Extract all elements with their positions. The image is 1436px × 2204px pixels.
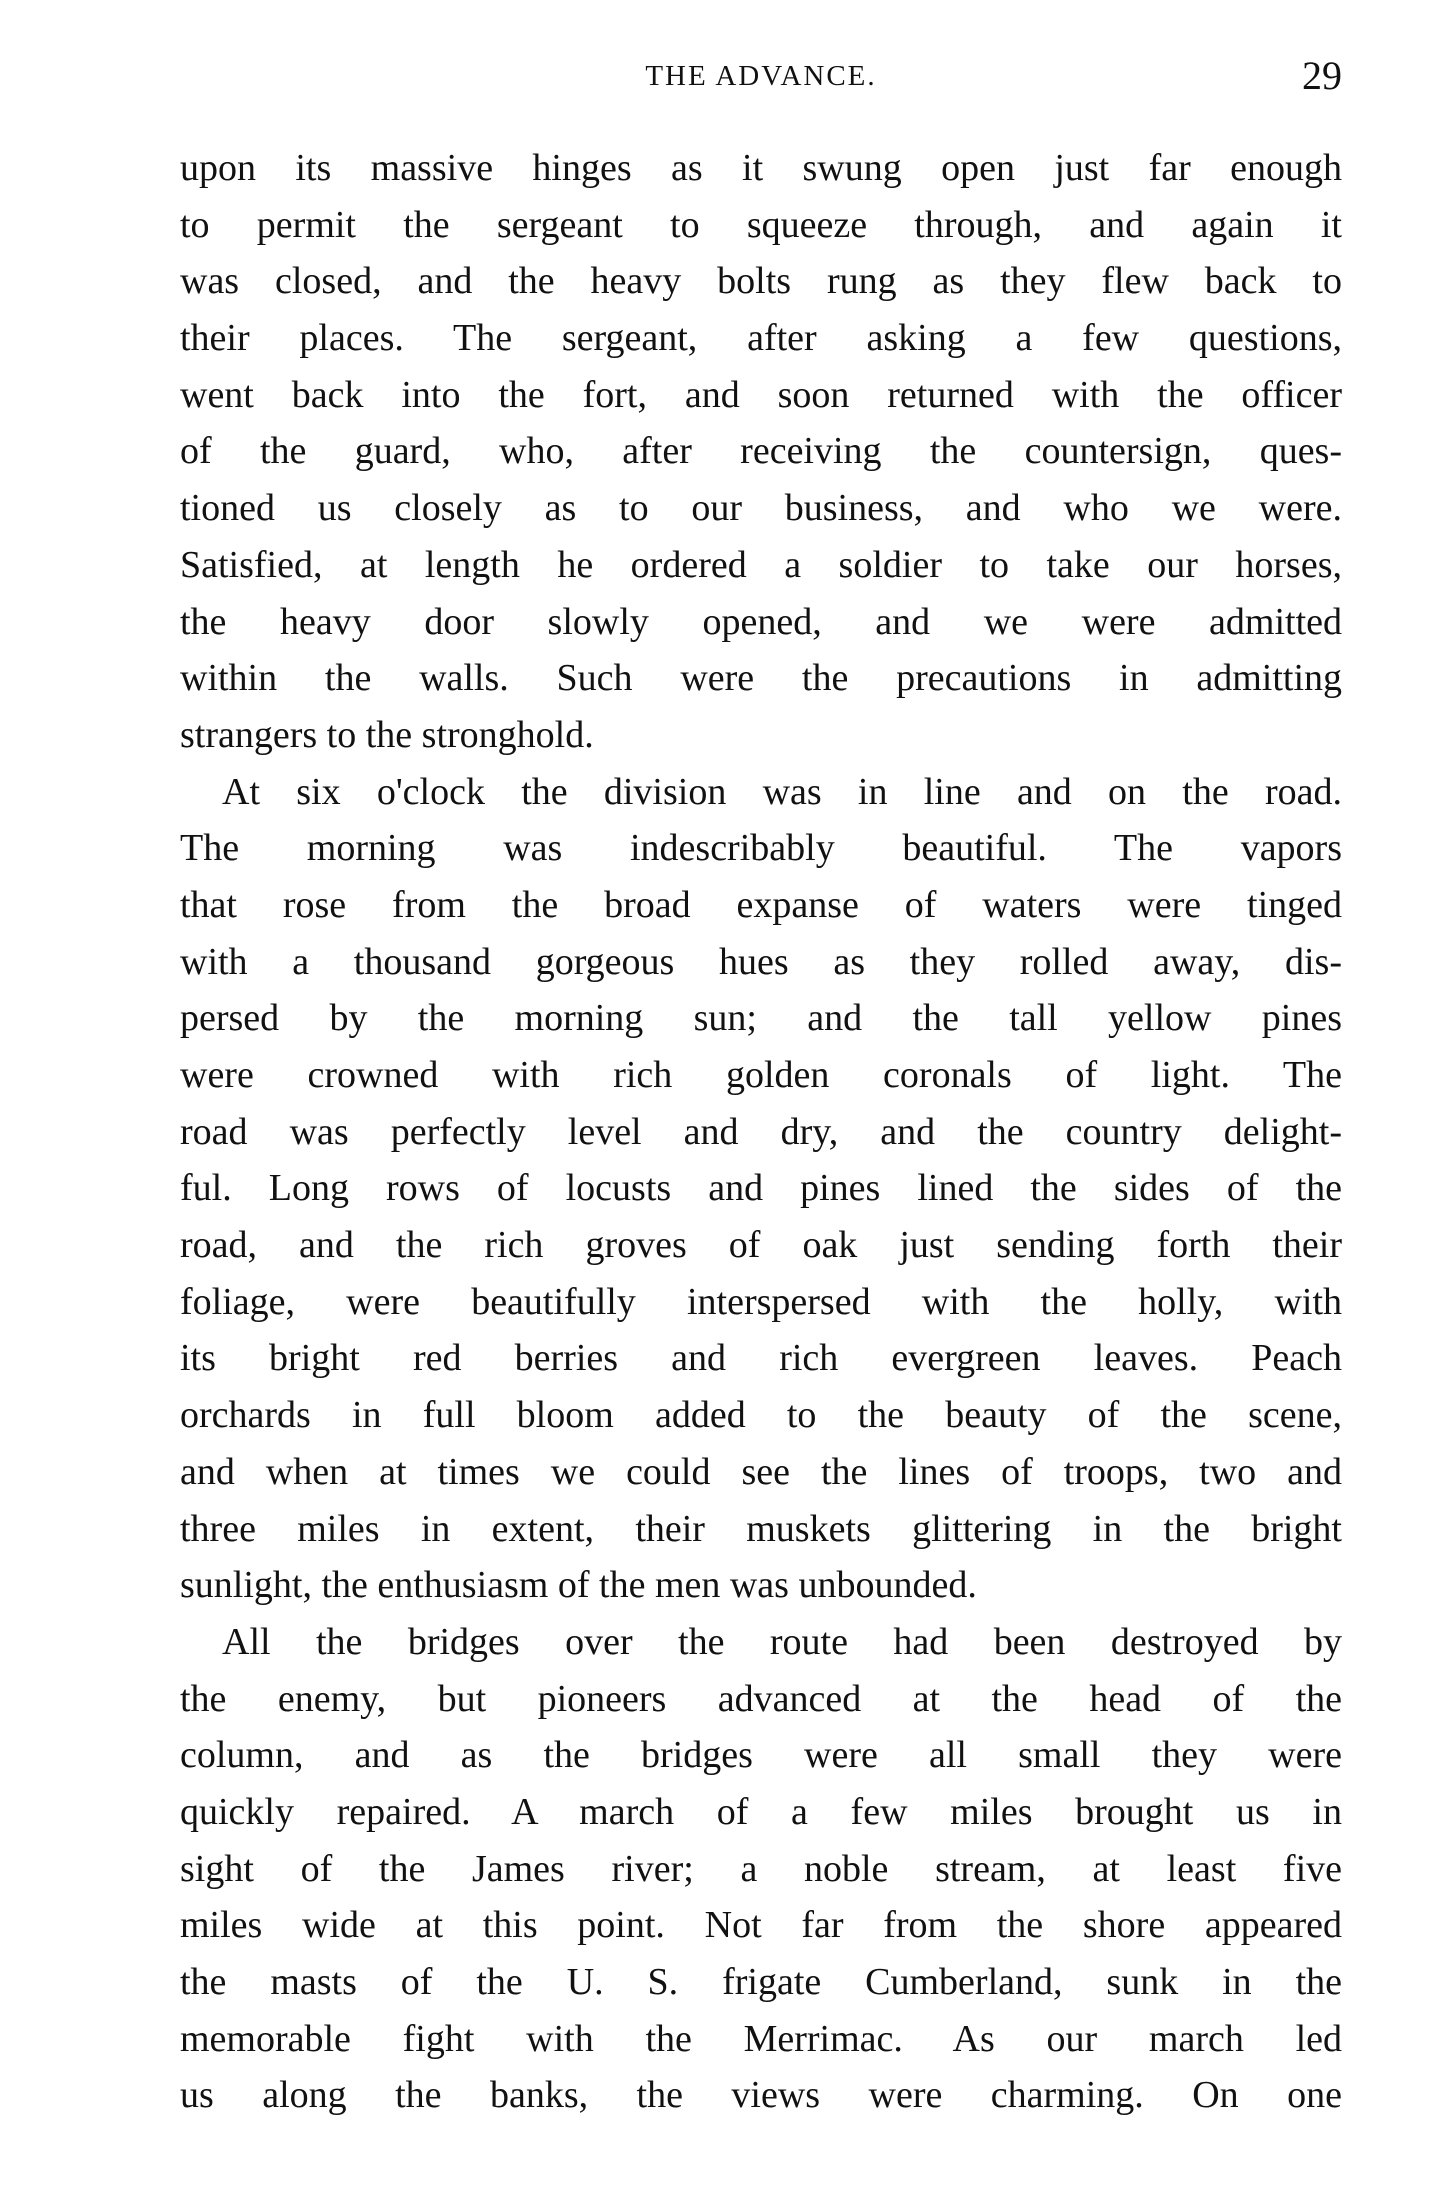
text-line: was closed, and the heavy bolts rung as they flew back to	[180, 260, 1342, 303]
text-line: us along the banks, the views were charming. On one	[180, 2074, 1342, 2117]
text-line: foliage, were beautifully interspersed with the holly, with	[180, 1280, 1342, 1323]
paragraph	[180, 140, 1342, 764]
text-line: ful. Long rows of locusts and pines lined the sides of the	[180, 1167, 1342, 1210]
text-line: All the bridges over the route had been destroyed by	[222, 1620, 1342, 1663]
text-line: road, and the rich groves of oak just sending forth their	[180, 1224, 1342, 1267]
text-line: The morning was indescribably beautiful. The vapors	[180, 827, 1342, 870]
text-line: were crowned with rich golden coronals of light. The	[180, 1054, 1342, 1096]
text-line: sunlight, the enthusiasm of the men was unbounded.	[180, 1564, 977, 1607]
text-line: and when at times we could see the lines of troops, two and	[180, 1450, 1342, 1493]
text-line: the heavy door slowly opened, and we were admitted	[180, 600, 1342, 643]
text-line: the enemy, but pioneers advanced at the head of the	[180, 1677, 1342, 1720]
text-line: with a thousand gorgeous hues as they rolled away, dis-	[180, 940, 1342, 983]
text-line: its bright red berries and rich evergreen leaves. Peach	[180, 1337, 1342, 1380]
text-line: upon its massive hinges as it swung open just far enough	[180, 147, 1342, 189]
text-line: quickly repaired. A march of a few miles brought us in	[180, 1790, 1342, 1833]
page-header	[180, 52, 1342, 102]
text-line: that rose from the broad expanse of waters were tinged	[180, 883, 1342, 926]
paragraph	[180, 1614, 1342, 2124]
page-number: 29	[1302, 53, 1342, 98]
body-text	[180, 140, 1342, 2124]
text-line: within the walls. Such were the precautions in admitting	[180, 657, 1342, 700]
text-line: At six o'clock the division was in line and on the road.	[222, 770, 1342, 813]
text-line: went back into the fort, and soon returned with the officer	[180, 373, 1342, 416]
text-line: to permit the sergeant to squeeze through, and again it	[180, 203, 1342, 246]
text-line: strangers to the stronghold.	[180, 713, 594, 756]
paragraph	[180, 764, 1342, 1614]
text-line: tioned us closely as to our business, and who we were.	[180, 487, 1342, 530]
text-line: three miles in extent, their muskets glittering in the bright	[180, 1507, 1342, 1550]
running-title: THE ADVANCE.	[645, 60, 877, 92]
text-line: the masts of the U. S. frigate Cumberland, sunk in the	[180, 1961, 1342, 2003]
text-line: persed by the morning sun; and the tall yellow pines	[180, 997, 1342, 1040]
text-line: road was perfectly level and dry, and the country delight-	[180, 1110, 1342, 1153]
text-line: sight of the James river; a noble stream, at least five	[180, 1847, 1342, 1890]
text-line: of the guard, who, after receiving the countersign, ques-	[180, 430, 1342, 473]
text-line: orchards in full bloom added to the beauty of the scene,	[180, 1394, 1342, 1437]
text-line: miles wide at this point. Not far from the shore appeared	[180, 1904, 1342, 1947]
text-line: memorable fight with the Merrimac. As our march led	[180, 2017, 1342, 2060]
text-line: Satisfied, at length he ordered a soldier to take our horses,	[180, 543, 1342, 586]
text-line: column, and as the bridges were all small they were	[180, 1734, 1342, 1777]
text-line: their places. The sergeant, after asking a few questions,	[180, 317, 1342, 360]
